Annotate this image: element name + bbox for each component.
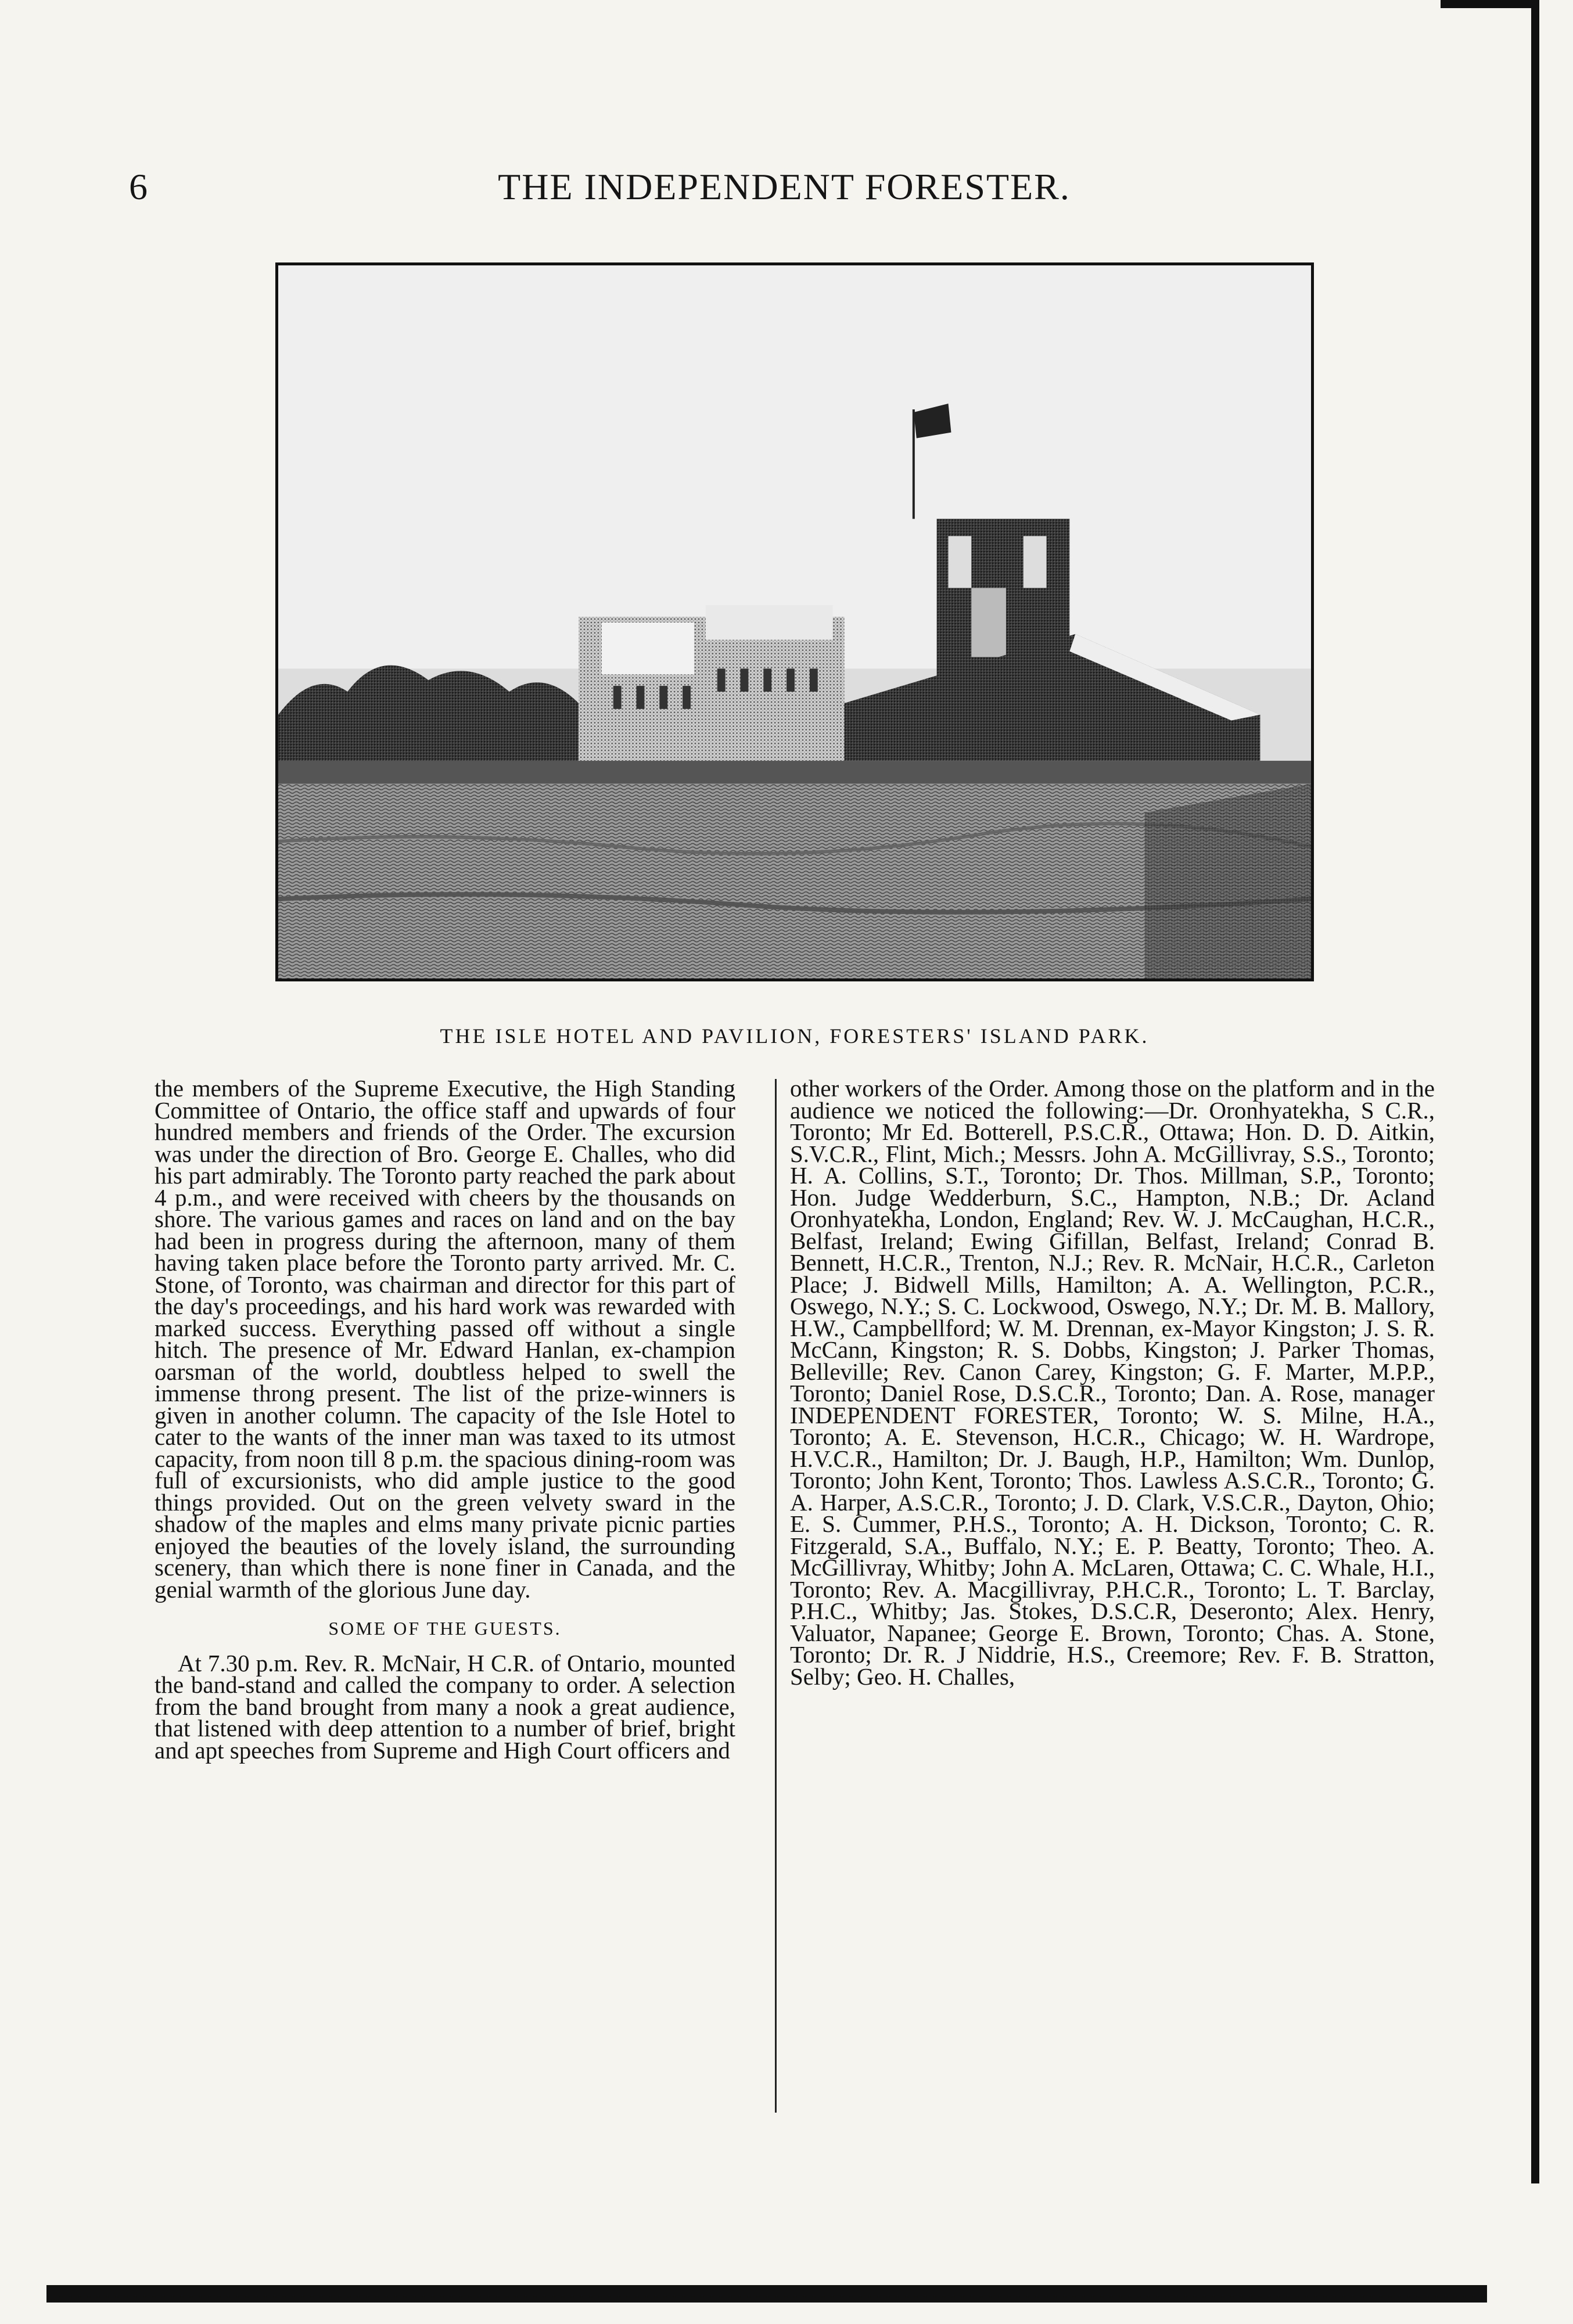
halftone-photo-illustration bbox=[278, 265, 1311, 978]
article-paragraph: the members of the Supreme Executive, the High Standing Committee of Ontario, the office staff and upwards of four hundred members and friends of the Order. The excursion was under the direction of Bro. George E. Challes, who did his part admirably. The Toronto party reached the park about 4 p.m., and were received with cheers by the thousands on shore. The various games and races on land and on the bay had been in progress during the afternoon, many of them having taken place before the Toronto party arrived. Mr. C. Stone, of Toronto, was chairman and director for this part of the day's proceedings, and his hard work was rewarded with marked success. Everything passed off without a single hitch. The presence of Mr. Edward Hanlan, ex-champion oarsman of the world, doubtless helped to swell the immense throng present. The list of the prize-winners is given in another column. The capacity of the Isle Hotel to cater to the wants of the inner man was taxed to its utmost capacity, from noon till 8 p.m. the spacious dining-room was full of excursionists, who did ample justice to the good things provided. Out on the green velvety sward in the shadow of the maples and elms many private picnic parties enjoyed the beauties of the lovely island, the surrounding scenery, than which there is none finer in Canada, and the genial warmth of the glorious June day. bbox=[155, 1075, 735, 1603]
figure-caption: THE ISLE HOTEL AND PAVILION, FORESTERS' ISLAND PARK. bbox=[440, 1024, 1150, 1048]
page-number: 6 bbox=[129, 166, 148, 207]
hotel-pavilion-photo bbox=[275, 262, 1314, 981]
article-column-left bbox=[155, 1075, 735, 1764]
article-column-right bbox=[790, 1075, 1435, 1690]
section-subheading: SOME OF THE GUESTS. bbox=[328, 1618, 562, 1639]
page-edge-right bbox=[1531, 0, 1539, 2183]
page-edge-bottom bbox=[46, 2285, 1487, 2303]
guest-list-paragraph: other workers of the Order. Among those on the platform and in the audience we noticed the following:—Dr. Oronhyatekha, S C.R., Toronto; Mr Ed. Botterell, P.S.C.R., Ottawa; Hon. D. D. Aitkin, S.V.C.R., Flint, Mich.; Messrs. John A. McGillivray, S.S., Toronto; H. A. Collins, S.T., Toronto; Dr. Thos. Millman, S.P., Toronto; Hon. Judge Wedderburn, S.C., Hampton, N.B.; Dr. Acland Oronhyatekha, London, England; Rev. W. J. McCaughan, H.C.R., Belfast, Ireland; Ewing Gifillan, Belfast, Ireland; Conrad B. Bennett, H.C.R., Trenton, N.J.; Rev. R. McNair, H.C.R., Carleton Place; J. Bidwell Mills, Hamilton; A. A. Wellington, P.C.R., Oswego, N.Y.; S. C. Lockwood, Oswego, N.Y.; Dr. M. B. Mallory, H.W., Campbellford; W. M. Drennan, ex-Mayor Kingston; J. S. R. McCann, Kingston; R. S. Dobbs, Kingston; J. Parker Thomas, Belleville; Rev. Canon Carey, Kingston; G. F. Marter, M.P.P., Toronto; Daniel Rose, D.S.C.R., Toronto; Dan. A. Rose, manager INDEPENDENT FORESTER, Toronto; W. S. Milne, H.A., Toronto; A. E. Stevenson, H.C.R., Chicago; W. H. Wardrope, H.V.C.R., Hamilton; Dr. J. Baugh, H.P., Hamilton; Wm. Dunlop, Toronto; John Kent, Toronto; Thos. Lawless A.S.C.R., Toronto; G. A. Harper, A.S.C.R., Toronto; J. D. Clark, V.S.C.R., Dayton, Ohio; E. S. Cummer, P.H.S., Toronto; A. H. Dickson, Toronto; C. R. Fitzgerald, S.A., Buffalo, N.Y.; E. P. Beatty, Toronto; Theo. A. McGillivray, Whitby; John A. McLaren, Ottawa; C. C. Whale, H.I., Toronto; Rev. A. Macgillivray, P.H.C.R., Toronto; L. T. Barclay, P.H.C., Whitby; Jas. Stokes, D.S.C.R, Deseronto; Alex. Henry, Valuator, Napanee; George E. Brown, Toronto; Chas. A. Stone, Toronto; Dr. R. J Niddrie, H.S., Creemore; Rev. F. B. Stratton, Selby; Geo. H. Challes, bbox=[790, 1075, 1435, 1690]
running-head: THE INDEPENDENT FORESTER. bbox=[498, 166, 1071, 207]
column-rule bbox=[775, 1079, 777, 2113]
page-edge-top bbox=[1441, 0, 1539, 8]
article-paragraph: At 7.30 p.m. Rev. R. McNair, H C.R. of Ontario, mounted the band-stand and called the company to order. A selection from the band brought from many a nook a great audience, that listened with deep attention to a number of brief, bright and apt speeches from Supreme and High Court officers and bbox=[155, 1649, 735, 1764]
